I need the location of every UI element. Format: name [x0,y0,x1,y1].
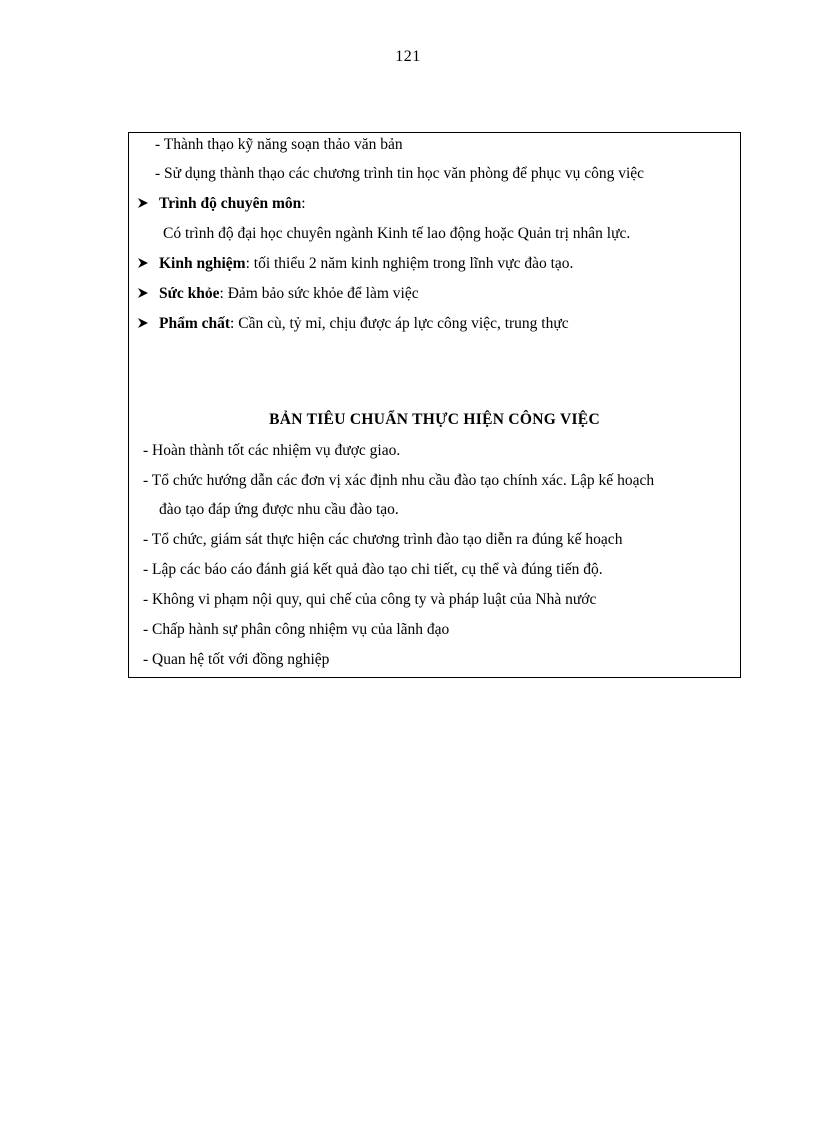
character-row [137,314,569,334]
character-label: Phẩm chất [159,315,231,332]
skill-item: - Sử dụng thành thạo các chương trình tin học văn phòng để phục vụ công việc [155,165,645,182]
health-row [137,284,419,304]
standard-item: - Quan hệ tốt với đồng nghiệp [143,651,330,668]
character-text: : Cần cù, tỷ mỉ, chịu được áp lực công việc, trung thực [230,315,569,332]
qualification-suffix: : [301,195,306,212]
arrow-bullet-icon [137,197,149,209]
qualification-detail: Có trình độ đại học chuyên ngành Kinh tế lao động hoặc Quản trị nhân lực. [163,225,631,242]
experience-row [137,254,573,274]
page-number: 121 [395,48,421,65]
content-box [128,132,741,678]
standard-item: - Chấp hành sự phân công nhiệm vụ của lãnh đạo [143,621,450,638]
standard-item: - Tổ chức hướng dẫn các đơn vị xác định nhu cầu đào tạo chính xác. Lập kế hoạch [143,472,655,489]
arrow-bullet-icon [137,287,149,299]
section-title: BẢN TIÊU CHUẨN THỰC HIỆN CÔNG VIỆC [269,411,600,428]
health-label: Sức khỏe [159,285,220,302]
standard-item: - Hoàn thành tốt các nhiệm vụ được giao. [143,442,401,459]
skill-item: - Thành thạo kỹ năng soạn thảo văn bản [155,136,403,153]
qualification-label: Trình độ chuyên môn [159,195,302,212]
standard-item: - Lập các báo cáo đánh giá kết quả đào tạo chi tiết, cụ thể và đúng tiến độ. [143,561,603,578]
experience-label: Kinh nghiệm [159,255,246,272]
arrow-bullet-icon [137,257,149,269]
arrow-bullet-icon [137,317,149,329]
standard-item: - Không vi phạm nội quy, qui chế của công ty và pháp luật của Nhà nước [143,591,597,608]
qualification-row [137,194,306,214]
health-text: : Đảm bảo sức khỏe để làm việc [219,285,419,302]
experience-text: : tối thiểu 2 năm kinh nghiệm trong lĩnh vực đào tạo. [245,255,574,272]
standard-item: - Tổ chức, giám sát thực hiện các chương trình đào tạo diễn ra đúng kế hoạch [143,531,623,548]
standard-item-continuation: đào tạo đáp ứng được nhu cầu đào tạo. [159,501,399,518]
